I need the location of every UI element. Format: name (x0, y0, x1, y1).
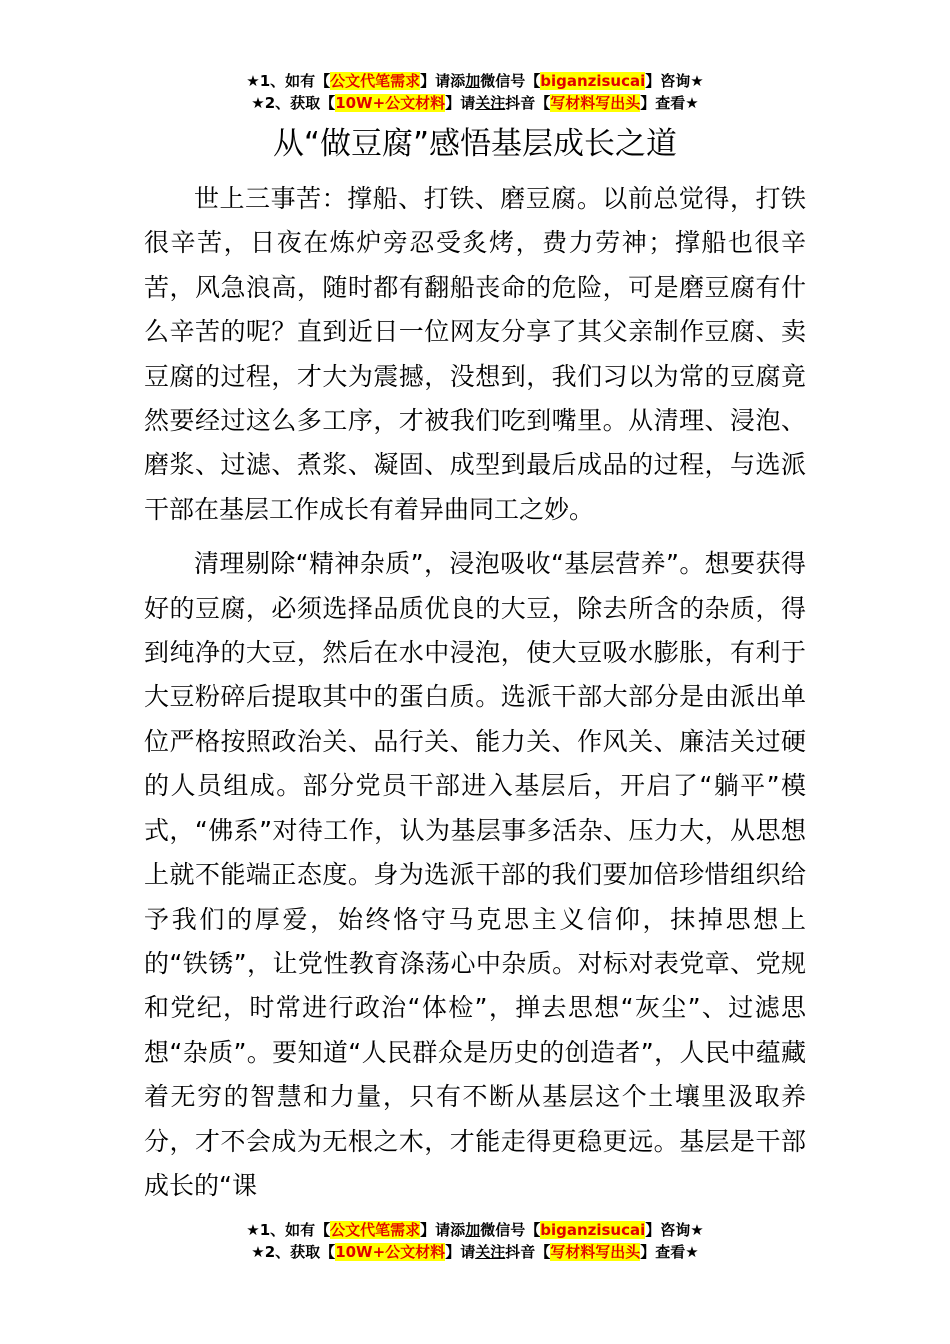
promo-text-underlined: 加 (465, 72, 481, 90)
highlight-wechat-id: biganzisucai (540, 1221, 646, 1239)
highlight-douyin-account: 写材料写出头 (550, 94, 641, 112)
promo-text: 】请 (445, 1243, 476, 1261)
promo-banner-bottom (0, 1219, 950, 1263)
promo-text: ★1、如有【 (246, 1221, 331, 1239)
promo-text: 】请 (445, 94, 476, 112)
promo-text: 微信号【 (480, 1221, 541, 1239)
promo-text: 】查看★ (640, 94, 699, 112)
promo-text: 】查看★ (640, 1243, 699, 1261)
paragraph: 清理剔除“精神杂质”，浸泡吸收“基层营养”。想要获得好的豆腐，必须选择品质优良的大豆，除去所含的杂质，得到纯净的大豆，然后在水中浸泡，使大豆吸水膨胀，有利于大豆粉碎后提取其中的蛋白质。选派干部大部分是由派出单位严格按照政治关、品行关、能力关、作风关、廉洁关过硬的人员组成。部分党员干部进入基层后，开启了“躺平”模式，“佛系”对待工作，认为基层事多活杂、压力大，从思想上就不能端正态度。身为选派干部的我们要加倍珍惜组织给予我们的厚爱，始终恪守马克思主义信仰，抹掉思想上的“铁锈”，让党性教育涤荡心中杂质。对标对表党章、党规和党纪，时常进行政治“体检”，掸去思想“灰尘”、过滤思想“杂质”。要知道“人民群众是历史的创造者”，人民中蕴藏着无穷的智慧和力量，只有不断从基层这个土壤里汲取养分，才不会成为无根之木，才能走得更稳更远。基层是干部成长的“课 (144, 549, 806, 1200)
highlight-service: 公文代笔需求 (330, 1221, 421, 1239)
promo-text: 抖音【 (505, 94, 551, 112)
promo-text-underlined: 关注 (475, 94, 506, 112)
highlight-materials: 10W+公文材料 (335, 94, 446, 112)
promo-line-2 (0, 92, 950, 114)
promo-line-2 (0, 1241, 950, 1263)
paragraph: 世上三事苦：撑船、打铁、磨豆腐。以前总觉得，打铁很辛苦，日夜在炼炉旁忍受炙烤，费力劳神；撑船也很辛苦，风急浪高，随时都有翻船丧命的危险，可是磨豆腐有什么辛苦的呢？直到近日一位网友分享了其父亲制作豆腐、卖豆腐的过程，才大为震撼，没想到，我们习以为常的豆腐竟然要经过这么多工序，才被我们吃到嘴里。从清理、浸泡、磨浆、过滤、煮浆、凝固、成型到最后成品的过程，与选派干部在基层工作成长有着异曲同工之妙。 (144, 184, 806, 524)
highlight-douyin-account: 写材料写出头 (550, 1243, 641, 1261)
promo-text: 微信号【 (480, 72, 541, 90)
promo-text: 】咨询★ (645, 72, 704, 90)
promo-text: 】请添 (420, 1221, 466, 1239)
promo-text-underlined: 关注 (475, 1243, 506, 1261)
promo-text: ★2、获取【 (251, 1243, 336, 1261)
promo-text: 】请添 (420, 72, 466, 90)
promo-text-underlined: 加 (465, 1221, 481, 1239)
document-title: 从“做豆腐”感悟基层成长之道 (272, 126, 678, 162)
promo-line-1 (0, 70, 950, 92)
promo-text: 抖音【 (505, 1243, 551, 1261)
promo-text: ★1、如有【 (246, 72, 331, 90)
document-body (144, 177, 806, 1200)
highlight-wechat-id: biganzisucai (540, 72, 646, 90)
highlight-materials: 10W+公文材料 (335, 1243, 446, 1261)
promo-text: 】咨询★ (645, 1221, 704, 1239)
promo-line-1 (0, 1219, 950, 1241)
promo-text: ★2、获取【 (251, 94, 336, 112)
promo-banner-top (0, 70, 950, 114)
highlight-service: 公文代笔需求 (330, 72, 421, 90)
